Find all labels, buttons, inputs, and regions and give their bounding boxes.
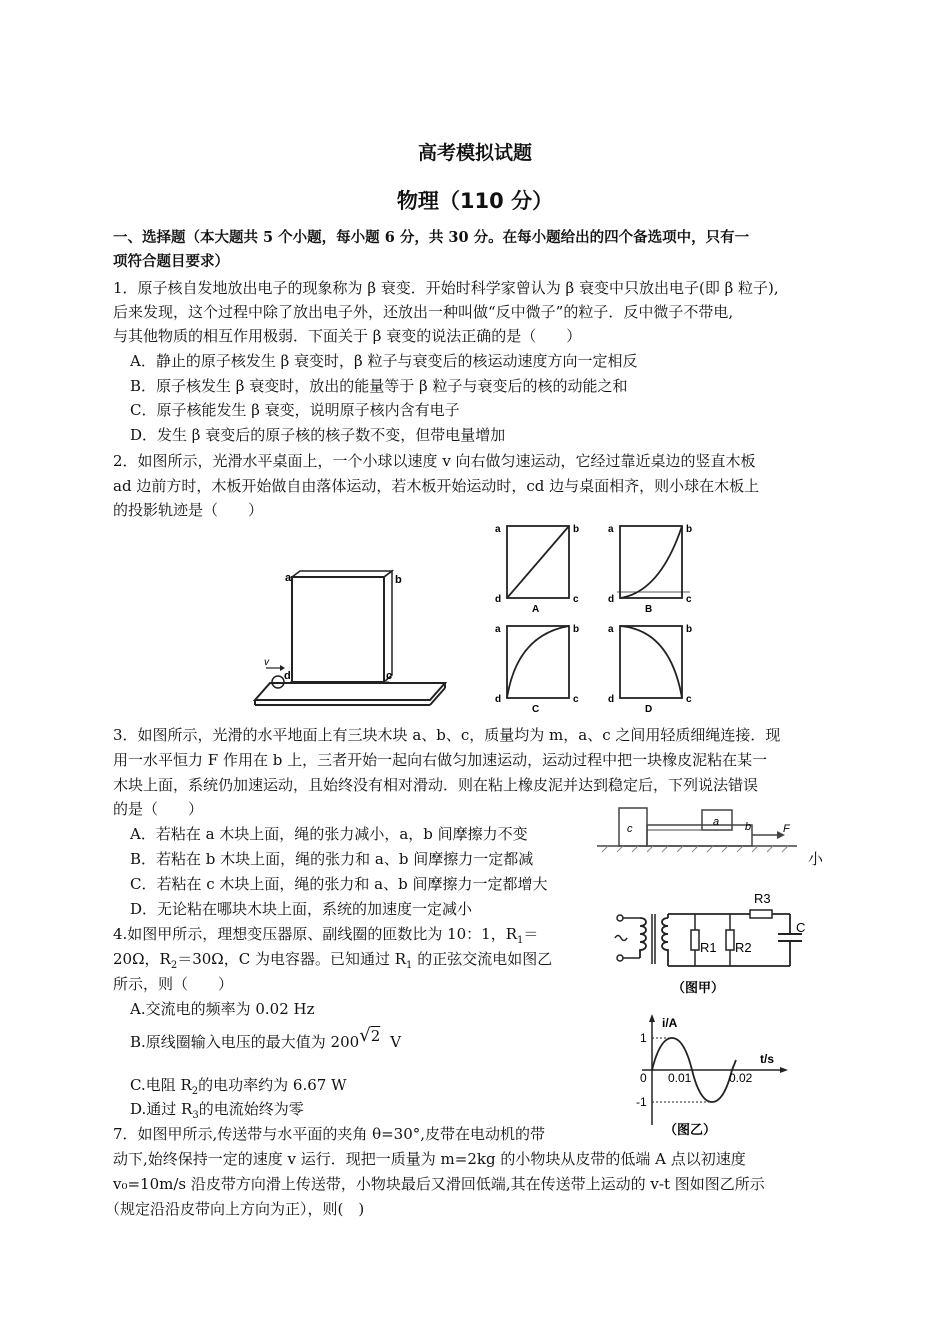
q1-option-d: D．发生 β 衰变后的原子核的核子数不变，但带电量增加: [130, 426, 506, 444]
q7-line3: v₀=10m/s 沿皮带方向滑上传送带，小物块最后又滑回低端,其在传送带上运动的 v-t 图如图乙所示: [113, 1175, 765, 1193]
q4-graph-x1: 0.01: [668, 1071, 692, 1085]
q7-line1: 7．如图甲所示,传送带与水平面的夹角 θ=30°,皮带在电动机的带: [113, 1125, 546, 1143]
q2-label-b: b: [395, 574, 402, 586]
q4-graph-yneg1: -1: [636, 1095, 647, 1109]
q2-line3: 的投影轨迹是（ ）: [113, 501, 264, 519]
ga-label-c: c: [573, 594, 579, 605]
gb-label-d: d: [608, 594, 615, 605]
q4-line2: 20Ω，$R_2=30\Omega$，C 为电容器。已知通过 $R_1$ 的正弦交流电如图乙: [113, 950, 553, 971]
q4-graph-xlabel: t/s: [760, 1052, 775, 1066]
gd-label-d: d: [608, 694, 615, 705]
q2-label-d: d: [284, 670, 291, 682]
gd-caption: D: [645, 704, 653, 715]
q3-label-a: a: [713, 816, 720, 828]
section-heading-cont: 项符合题目要求）: [113, 253, 229, 270]
q4-option-b: B.原线圈输入电压的最大值为 200√2 V: [130, 1025, 402, 1051]
q2-label-v: v: [264, 657, 269, 668]
q3-option-b-tail: 小: [808, 850, 824, 868]
q2-graph-b: [605, 520, 700, 615]
q4-graph-x2: 0.02: [729, 1071, 753, 1085]
gd-label-c: c: [686, 694, 692, 705]
q1-line1: 1．原子核自发地放出电子的现象称为 β 衰变．开始时科学家曾认为 β 衰变中只放出电子(即 β 粒子),: [113, 279, 779, 297]
q4-option-c: C.电阻 $R_2$的电功率约为 6.67 W: [130, 1076, 347, 1097]
q3-line1: 3．如图所示，光滑的水平地面上有三块木块 a、b、c，质量均为 m，a、c 之间用轻质细绳连接．现: [113, 726, 781, 744]
ga-label-d: d: [495, 594, 502, 605]
q3-line2: 用一水平恒力 F 作用在 b 上，三者开始一起向右做匀加速运动，运动过程中把一块橡皮泥粘在某一: [113, 751, 768, 769]
q3-option-b: B．若粘在 b 木块上面，绳的张力和 a、b 间摩擦力一定都减: [130, 850, 534, 868]
q4-label-c: C: [796, 920, 806, 935]
q3-option-d: D．无论粘在哪块木块上面，系统的加速度一定减小: [130, 900, 473, 918]
ga-label-b: b: [573, 524, 580, 535]
exam-title: 高考模拟试题: [417, 142, 532, 164]
q3-label-c: c: [627, 823, 633, 835]
q1-line2: 后来发现，这个过程中除了放出电子外，还放出一种叫做“反中微子”的粒子．反中微子不带电,: [113, 303, 734, 321]
q4-graph-ylabel: i/A: [662, 1016, 678, 1030]
q7-line2: 动下,始终保持一定的速度 v 运行．现把一质量为 m=2kg 的小物块从皮带的低端 A 点以初速度: [113, 1150, 746, 1168]
exam-subtitle: 物理（110 分）: [396, 189, 554, 213]
q3-option-c: C．若粘在 c 木块上面，绳的张力和 a、b 间摩擦力一定都增大: [130, 875, 548, 893]
gd-label-b: b: [686, 624, 693, 635]
q4-graph-caption: （图乙）: [664, 1122, 717, 1137]
q4-graph-y1: 1: [640, 1031, 647, 1045]
q3-option-a: A．若粘在 a 木块上面，绳的张力减小，a，b 间摩擦力不变: [130, 825, 528, 843]
q3-label-f: F: [783, 823, 790, 835]
section-heading: 一、选择题（本大题共 5 个小题，每小题 6 分，共 30 分。在每小题给出的四个备选项中，只有一: [113, 229, 750, 246]
q1-option-c: C．原子核能发生 β 衰变，说明原子核内含有电子: [130, 401, 460, 419]
q4-line1: 4.如图甲所示，理想变压器原、副线圈的匝数比为 10：1，$R_1=$: [113, 925, 539, 946]
q3-line4: 的是（ ）: [113, 800, 204, 818]
q4-graph-origin: 0: [640, 1071, 647, 1085]
gb-label-b: b: [686, 524, 693, 535]
q2-line2: ad 边前方时，木板开始做自由落体运动，若木板开始运动时，cd 边与桌面相齐，则小球在木板上: [113, 477, 760, 495]
q4-label-r1: R1: [700, 940, 717, 955]
gd-label-a: a: [608, 624, 614, 635]
q2-label-c: c: [386, 670, 393, 682]
q2-label-a: a: [285, 572, 292, 584]
gb-caption: B: [645, 604, 653, 615]
q2-line1: 2．如图所示，光滑水平桌面上，一个小球以速度 v 向右做匀速运动，它经过靠近桌边的竖直木板: [113, 452, 756, 470]
q1-option-b: B．原子核发生 β 衰变时，放出的能量等于 β 粒子与衰变后的核的动能之和: [130, 377, 628, 395]
q7-line4: （规定沿沿皮带向上方向为正），则( ): [105, 1200, 365, 1218]
q4-label-r3: R3: [754, 891, 771, 906]
gc-caption: C: [532, 704, 540, 715]
q4-option-a: A.交流电的频率为 0.02 Hz: [130, 1000, 315, 1018]
q3-line3: 木块上面，系统仍加速运动，且始终没有相对滑动．则在粘上橡皮泥并达到稳定后，下列说法错误: [113, 776, 759, 794]
q4-line3: 所示，则（ ）: [113, 975, 234, 993]
q4-label-r2: R2: [735, 940, 752, 955]
q1-option-a: A．静止的原子核发生 β 衰变时，β 粒子与衰变后的核运动速度方向一定相反: [130, 352, 638, 370]
q1-line3: 与其他物质的相互作用极弱．下面关于 β 衰变的说法正确的是（ ）: [113, 327, 582, 345]
ga-caption: A: [532, 604, 540, 615]
q2-graph-c: [492, 620, 587, 715]
q2-graph-d: [605, 620, 700, 715]
q3-blocks-figure: [597, 800, 797, 860]
q3-label-b: b: [745, 821, 752, 833]
gb-label-a: a: [608, 524, 614, 535]
q4-current-graph: [632, 1010, 792, 1140]
q2-graph-a: [492, 520, 587, 615]
gc-label-d: d: [495, 694, 502, 705]
gb-label-c: c: [686, 594, 692, 605]
q2-board-figure: [250, 565, 450, 710]
q4-option-d: D.通过 $R_3$的电流始终为零: [130, 1100, 304, 1121]
gc-label-c: c: [573, 694, 579, 705]
gc-label-b: b: [573, 624, 580, 635]
ga-label-a: a: [495, 524, 501, 535]
q4-circuit-figure: [610, 888, 815, 998]
q4-circuit-caption: （图甲）: [672, 980, 725, 995]
gc-label-a: a: [495, 624, 501, 635]
